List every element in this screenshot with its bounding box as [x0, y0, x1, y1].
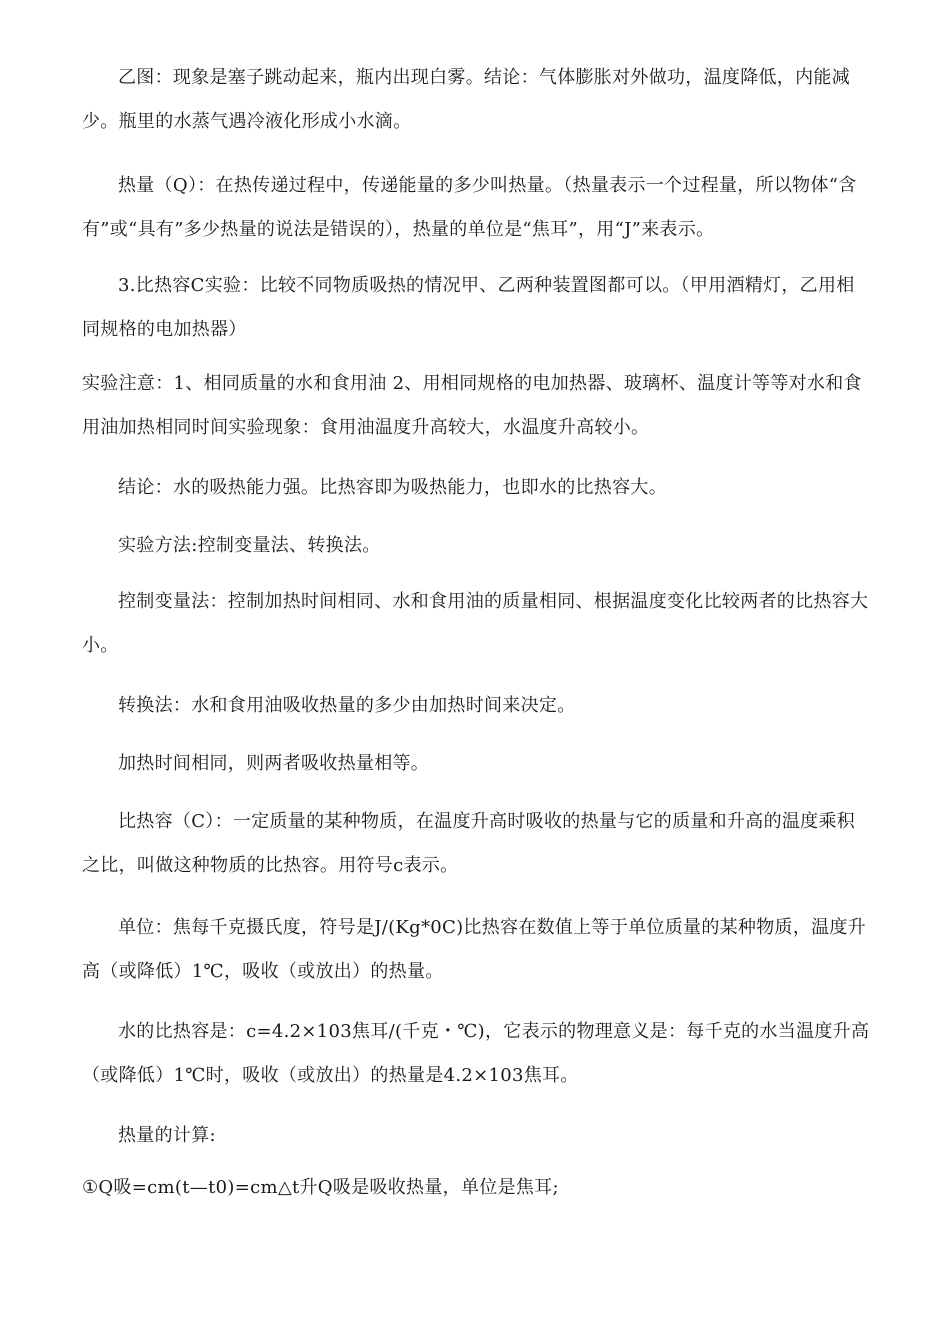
paragraph-control-variable: 控制变量法：控制加热时间相同、水和食用油的质量相同、根据温度变化比较两者的比热容大小。 — [82, 591, 869, 656]
paragraph-specific-heat-experiment: 3.比热容C实验：比较不同物质吸热的情况甲、乙两种装置图都可以。（甲用酒精灯，乙用相同规格的电加热器） — [82, 275, 855, 340]
paragraph-experiment-method: 实验方法:控制变量法、转换法。 — [118, 535, 381, 556]
paragraph-conclusion: 结论：水的吸热能力强。比热容即为吸热能力，也即水的比热容大。 — [118, 477, 667, 498]
paragraph-heat-absorbed-formula: ①Q吸=cm(t—t0)=cm△t升Q吸是吸收热量，单位是焦耳; — [82, 1177, 559, 1198]
paragraph-unit: 单位：焦每千克摄氏度，符号是J/(Kg*0C)比热容在数值上等于单位质量的某种物质，温度升高（或降低）1℃，吸收（或放出）的热量。 — [82, 917, 867, 982]
paragraph-specific-heat-definition: 比热容（C）：一定质量的某种物质，在温度升高时吸收的热量与它的质量和升高的温度乘积之比，叫做这种物质的比热容。用符号c表示。 — [82, 811, 856, 876]
paragraph-experiment-notes: 实验注意：1、相同质量的水和食用油 2、用相同规格的电加热器、玻璃杯、温度计等等对水和食用油加热相同时间实验现象：食用油温度升高较大，水温度升高较小。 — [82, 373, 862, 438]
paragraph-conversion-method: 转换法：水和食用油吸收热量的多少由加热时间来决定。 — [118, 695, 576, 716]
paragraph-heat-definition: 热量（Q）：在热传递过程中，传递能量的多少叫热量。（热量表示一个过程量，所以物体“含有”或“具有”多少热量的说法是错误的），热量的单位是“焦耳”，用“J”来表示。 — [82, 175, 857, 240]
paragraph-heat-calculation-heading: 热量的计算: — [118, 1125, 216, 1146]
paragraph-equal-heating: 加热时间相同，则两者吸收热量相等。 — [118, 753, 430, 774]
paragraph-yi-tu-observation: 乙图：现象是塞子跳动起来，瓶内出现白雾。结论：气体膨胀对外做功，温度降低，内能减少。瓶里的水蒸气遇冷液化形成小水滴。 — [82, 67, 850, 132]
paragraph-water-specific-heat: 水的比热容是：c=4.2×103焦耳/(千克・℃)，它表示的物理意义是：每千克的水当温度升高（或降低）1℃时，吸收（或放出）的热量是4.2×103焦耳。 — [82, 1021, 870, 1086]
